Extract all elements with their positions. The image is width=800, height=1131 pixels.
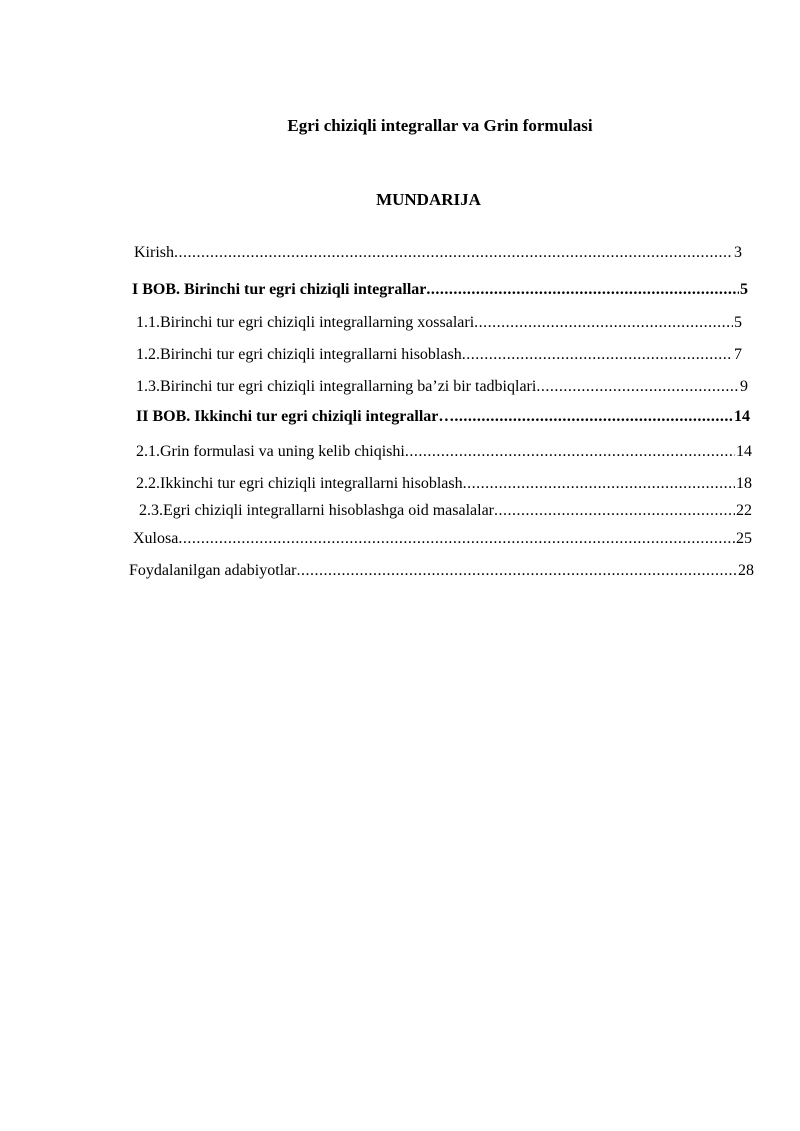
toc-entry-label: 2.3.Egri chiziqli integrallarni hisoblashga oid masalalar (139, 502, 495, 519)
toc-entry-label: 2.2.Ikkinchi tur egri chiziqli integrallarni hisoblash (136, 475, 463, 492)
toc-entry-label: Kirish (134, 244, 174, 261)
toc-entry-section-2-2 (136, 473, 752, 495)
document-title: Egri chiziqli integrallar va Grin formulasi (287, 116, 593, 135)
toc-dot-leader (405, 441, 735, 463)
toc-entry-page: 5 (734, 314, 742, 331)
toc-entry-page: 14 (734, 408, 750, 425)
toc-entry-label: I BOB. Birinchi tur egri chiziqli integrallar (132, 281, 427, 298)
toc-entry-page: 7 (734, 346, 742, 363)
toc-dot-leader (174, 242, 733, 264)
toc-entry-label: II BOB. Ikkinchi tur egri chiziqli integrallar… (136, 408, 455, 425)
toc-dot-leader (462, 344, 733, 366)
toc-entry-page: 3 (734, 244, 742, 261)
toc-entry-page: 18 (736, 475, 752, 492)
toc-entry-section-1-3 (136, 376, 748, 398)
toc-entry-label: 1.2.Birinchi tur egri chiziqli integrallarni hisoblash (136, 346, 462, 363)
toc-dot-leader (463, 473, 735, 495)
toc-entry-label: 2.1.Grin formulasi va uning kelib chiqishi (136, 443, 405, 460)
toc-dot-leader (494, 500, 735, 522)
toc-entry-page: 28 (738, 562, 754, 579)
toc-entry-page: 25 (736, 530, 752, 547)
toc-heading: MUNDARIJA (376, 190, 481, 209)
toc-dot-leader (178, 528, 735, 550)
toc-entry-label: Xulosa (133, 530, 179, 547)
toc-entry-section-1-1 (136, 312, 742, 334)
toc-dot-leader (297, 560, 737, 582)
toc-entry-section-2-1 (136, 441, 752, 463)
toc-entry-label: 1.3.Birinchi tur egri chiziqli integrallarning ba’zi bir tadbiqlari (136, 378, 537, 395)
toc-entry-xulosa (133, 528, 752, 550)
toc-entry-chapter-1 (132, 279, 748, 301)
toc-entry-page: 9 (740, 378, 748, 395)
toc-entry-chapter-2 (136, 406, 750, 428)
toc-entry-label: 1.1.Birinchi tur egri chiziqli integrallarning xossalari (136, 314, 475, 331)
toc-entry-page: 14 (736, 443, 752, 460)
toc-entry-kirish (134, 242, 742, 264)
toc-dot-leader (536, 376, 739, 398)
toc-entry-section-1-2 (136, 344, 742, 366)
toc-entry-page: 22 (736, 502, 752, 519)
toc-entry-page: 5 (740, 281, 748, 298)
toc-dot-leader (474, 312, 733, 334)
toc-dot-leader (426, 279, 739, 301)
toc-entry-section-2-3 (139, 500, 752, 522)
toc-entry-foydalanilgan-adabiyotlar (129, 560, 754, 582)
toc-entry-label: Foydalanilgan adabiyotlar (129, 562, 297, 579)
toc-dot-leader (454, 406, 733, 428)
